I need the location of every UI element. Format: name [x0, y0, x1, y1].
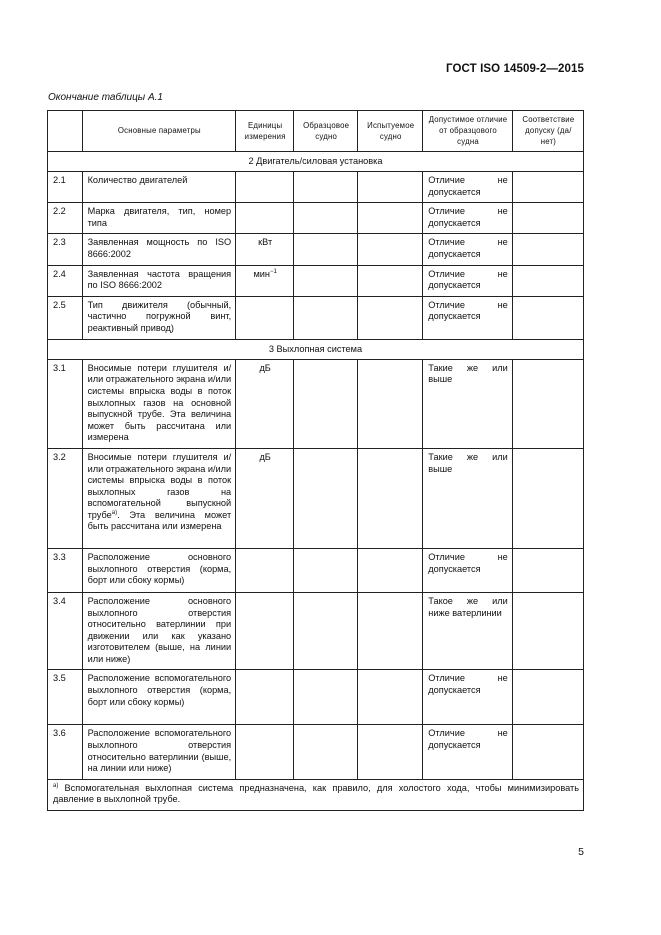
footnote-mark: a) — [53, 782, 59, 789]
row-number: 3.4 — [48, 592, 83, 670]
footnote-reference: a) — [111, 509, 118, 516]
row-parameter: Количество двигателей — [82, 172, 236, 203]
row-test-value — [358, 448, 423, 548]
table-row — [48, 234, 584, 265]
row-deviation: Отличие не допускается — [423, 548, 513, 592]
row-deviation: Отличие не допускается — [423, 234, 513, 265]
row-reference-value — [294, 725, 358, 779]
table-row — [48, 296, 584, 339]
row-compliance — [512, 725, 583, 779]
row-reference-value — [294, 296, 358, 339]
row-number: 2.3 — [48, 234, 83, 265]
row-parameter: Заявленная частота вращения по ISO 8666:2002 — [82, 265, 236, 296]
table-caption: Окончание таблицы А.1 — [48, 92, 163, 103]
row-test-value — [358, 172, 423, 203]
row-compliance — [512, 592, 583, 670]
row-number: 3.1 — [48, 359, 83, 448]
row-number: 3.3 — [48, 548, 83, 592]
row-parameter: Расположение вспомогательного выхлопного отверстия относительно ватерлинии (выше, на линии или ниже) — [82, 725, 236, 779]
table-row — [48, 725, 584, 779]
row-unit — [236, 592, 294, 670]
unit-exponent: −1 — [269, 268, 277, 275]
column-header-reference-vessel: Образцовое судно — [294, 111, 358, 152]
row-deviation: Отличие не допускается — [423, 172, 513, 203]
table-row — [48, 172, 584, 203]
row-number: 3.6 — [48, 725, 83, 779]
row-number: 3.5 — [48, 670, 83, 725]
row-unit — [236, 725, 294, 779]
row-compliance — [512, 448, 583, 548]
row-deviation: Отличие не допускается — [423, 725, 513, 779]
row-test-value — [358, 548, 423, 592]
row-test-value — [358, 203, 423, 234]
row-compliance — [512, 548, 583, 592]
row-deviation: Отличие не допускается — [423, 203, 513, 234]
page-number: 5 — [578, 846, 584, 858]
row-unit — [236, 172, 294, 203]
row-compliance — [512, 234, 583, 265]
table-row — [48, 670, 584, 725]
row-parameter: Тип движителя (обычный, частично погружной винт, реактивный привод) — [82, 296, 236, 339]
row-test-value — [358, 265, 423, 296]
row-unit — [236, 203, 294, 234]
row-reference-value — [294, 203, 358, 234]
row-number: 2.4 — [48, 265, 83, 296]
row-test-value — [358, 234, 423, 265]
row-reference-value — [294, 359, 358, 448]
row-reference-value — [294, 448, 358, 548]
table-row — [48, 359, 584, 448]
footnote-text: Вспомогательная выхлопная система предназначена, как правило, для холостого хода, чтобы минимизировать давление в выхлопной трубе. — [53, 782, 579, 805]
column-header-allowed-deviation: Допустимое отличие от образцового судна — [423, 111, 513, 152]
row-unit — [236, 296, 294, 339]
row-test-value — [358, 592, 423, 670]
row-test-value — [358, 725, 423, 779]
row-compliance — [512, 203, 583, 234]
row-unit: дБ — [236, 359, 294, 448]
footnote-row — [48, 779, 584, 810]
table-row — [48, 592, 584, 670]
column-header-parameters: Основные параметры — [82, 111, 236, 152]
row-parameter: Марка двигателя, тип, номер типа — [82, 203, 236, 234]
table-row — [48, 448, 584, 548]
section-row-exhaust — [48, 339, 584, 359]
row-compliance — [512, 296, 583, 339]
row-reference-value — [294, 172, 358, 203]
row-number: 2.5 — [48, 296, 83, 339]
row-reference-value — [294, 592, 358, 670]
row-deviation: Отличие не допускается — [423, 265, 513, 296]
row-unit — [236, 548, 294, 592]
row-parameter: Расположение основного выхлопного отверстия (корма, борт или сбоку кормы) — [82, 548, 236, 592]
row-unit: кВт — [236, 234, 294, 265]
row-parameter: Вносимые потери глушителя и/или отражательного экрана и/или системы впрыска воды в поток выхлопных газов на основной выпускной трубе. Эта величина может быть рассчитана или измерена — [82, 359, 236, 448]
column-header-number — [48, 111, 83, 152]
row-compliance — [512, 670, 583, 725]
table-row — [48, 265, 584, 296]
row-reference-value — [294, 265, 358, 296]
row-parameter — [82, 448, 236, 548]
row-test-value — [358, 670, 423, 725]
row-unit — [236, 265, 294, 296]
row-deviation: Отличие не допускается — [423, 296, 513, 339]
row-compliance — [512, 172, 583, 203]
table-footnote — [48, 779, 584, 810]
row-parameter: Заявленная мощность по ISO 8666:2002 — [82, 234, 236, 265]
row-reference-value — [294, 234, 358, 265]
table-row — [48, 203, 584, 234]
row-unit — [236, 670, 294, 725]
row-compliance — [512, 359, 583, 448]
unit-base: мин — [253, 268, 270, 279]
section-title: 3 Выхлопная система — [48, 339, 584, 359]
row-deviation: Отличие не допускается — [423, 670, 513, 725]
row-reference-value — [294, 670, 358, 725]
row-parameter: Расположение вспомогательного выхлопного отверстия (корма, борт или сбоку кормы) — [82, 670, 236, 725]
row-reference-value — [294, 548, 358, 592]
section-row-engine — [48, 152, 584, 172]
row-number: 3.2 — [48, 448, 83, 548]
parameters-table — [47, 110, 584, 811]
column-header-test-vessel: Испытуемое судно — [358, 111, 423, 152]
document-header: ГОСТ ISO 14509-2—2015 — [446, 63, 584, 75]
row-parameter: Расположение основного выхлопного отверстия относительно ватерлинии при движении или как указано изготовителем (выше, на линии или ниже) — [82, 592, 236, 670]
section-title: 2 Двигатель/силовая установка — [48, 152, 584, 172]
row-test-value — [358, 359, 423, 448]
row-number: 2.2 — [48, 203, 83, 234]
parameter-text: Вносимые потери глушителя и/или отражательного экрана и/или системы впрыска воды в поток выхлопных газов на вспомогательной выпускной трубе — [87, 451, 232, 520]
row-compliance — [512, 265, 583, 296]
column-header-units: Единицы измерения — [236, 111, 294, 152]
row-number: 2.1 — [48, 172, 83, 203]
row-test-value — [358, 296, 423, 339]
row-deviation: Такие же или выше — [423, 448, 513, 548]
row-unit: дБ — [236, 448, 294, 548]
parameter-text-continued: . Эта величина может быть рассчитана или измерена — [87, 509, 232, 532]
column-header-compliance: Соответствие допуску (да/нет) — [512, 111, 583, 152]
table-row — [48, 548, 584, 592]
table-header-row — [48, 111, 584, 152]
row-deviation: Такое же или ниже ватерлинии — [423, 592, 513, 670]
row-deviation: Такие же или выше — [423, 359, 513, 448]
